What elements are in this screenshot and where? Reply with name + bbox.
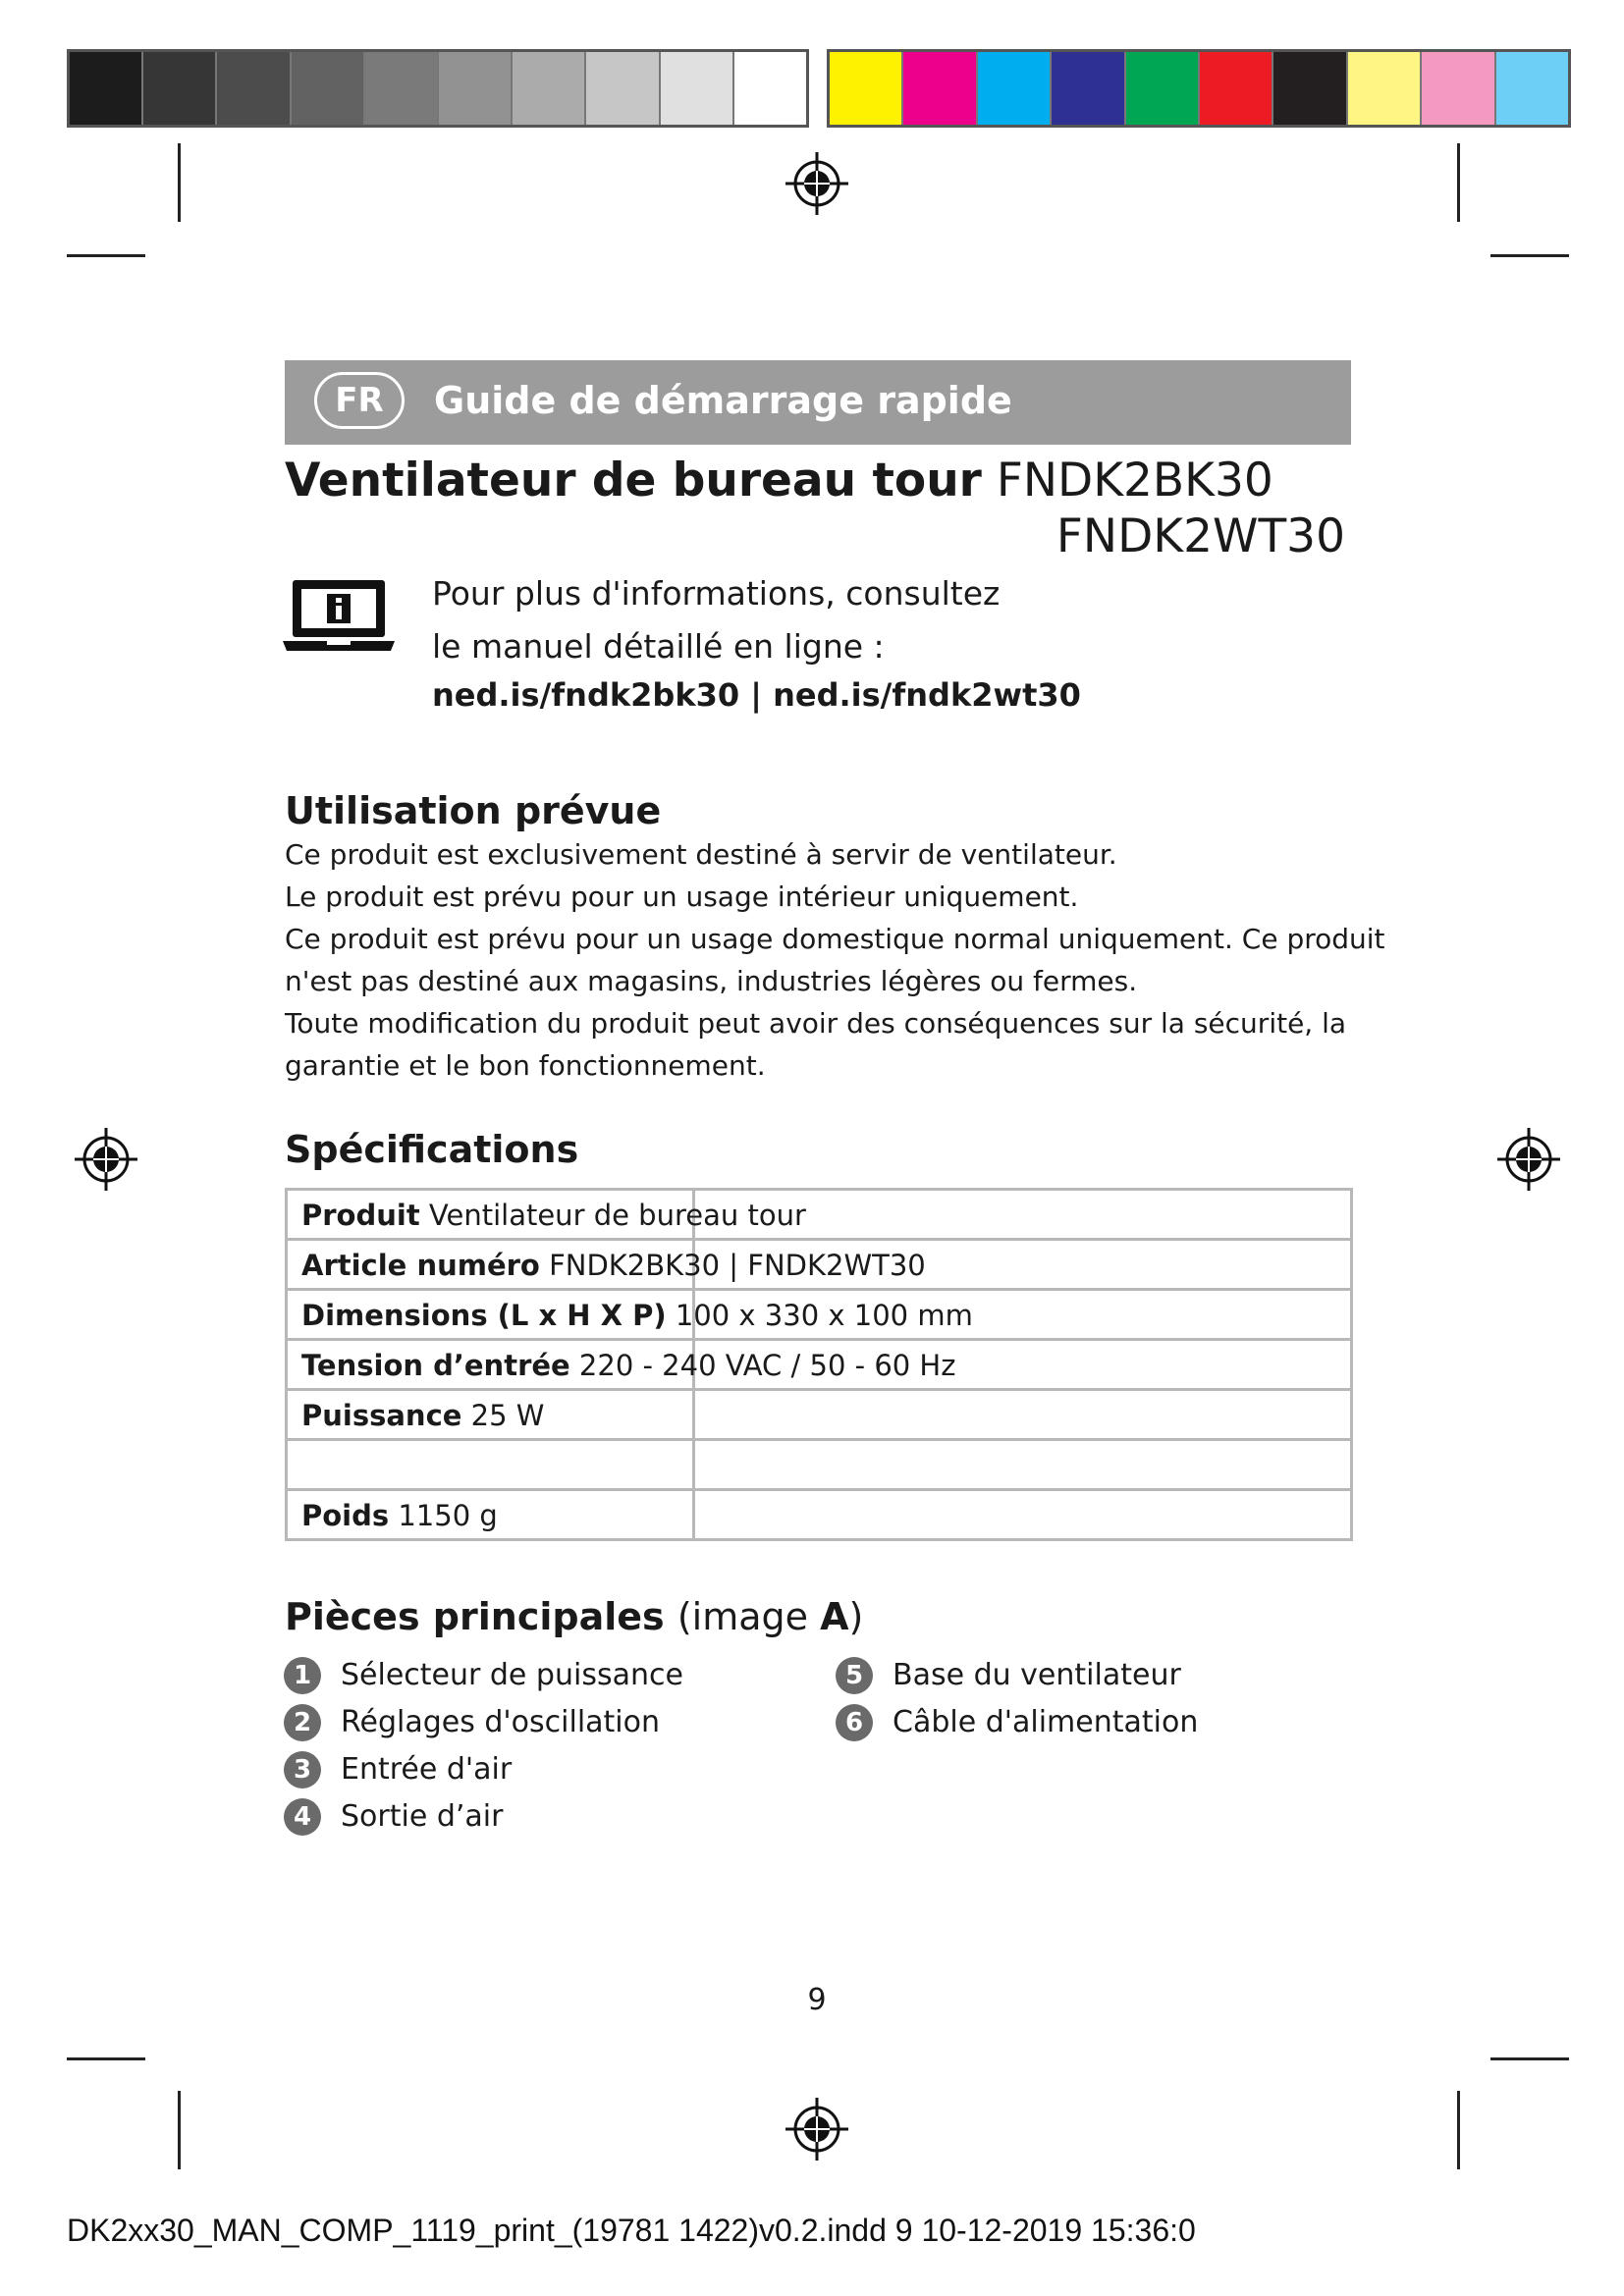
crop-mark: [67, 254, 145, 257]
colour-swatch: [143, 52, 217, 125]
process-colour-bar: [827, 49, 1571, 128]
parts-heading: Pièces principales: [285, 1595, 665, 1638]
info-text: le manuel détaillé en ligne :: [432, 627, 885, 666]
registration-mark-icon: [785, 152, 848, 215]
table-row: [287, 1390, 1352, 1440]
colour-swatch: [1348, 52, 1422, 125]
part-label: Sortie d’air: [341, 1799, 504, 1834]
section-heading: [285, 1593, 863, 1640]
colour-swatch: [586, 52, 660, 125]
model-number: FNDK2BK30: [996, 454, 1273, 507]
product-name: Ventilateur de bureau tour: [285, 454, 982, 507]
spec-value: 220 - 240 VAC / 50 - 60 Hz: [578, 1349, 956, 1382]
spec-table: [285, 1188, 1353, 1541]
grayscale-colour-bar: [67, 49, 809, 128]
number-badge: 3: [284, 1751, 321, 1789]
part-label: Câble d'alimentation: [893, 1705, 1199, 1739]
image-ref: (image A): [677, 1595, 864, 1638]
number-badge: 6: [836, 1704, 873, 1741]
colour-swatch: [734, 52, 806, 125]
colour-swatch: [1496, 52, 1568, 125]
colour-swatch: [365, 52, 439, 125]
model-number: FNDK2WT30: [1056, 509, 1345, 563]
colour-swatch: [70, 52, 143, 125]
table-row: [287, 1490, 1352, 1540]
colour-swatch: [1200, 52, 1273, 125]
crop-mark: [178, 143, 181, 222]
paragraph-line: Toute modification du produit peut avoir des conséquences sur la sécurité, la: [285, 1007, 1347, 1040]
manual-link[interactable]: ned.is/fndk2bk30 | ned.is/fndk2wt30: [432, 676, 1081, 714]
spec-label: Article numéro: [301, 1249, 540, 1282]
table-row: [287, 1290, 1352, 1340]
number-badge: 4: [284, 1798, 321, 1836]
header-band: [285, 360, 1351, 445]
spec-label: Tension d’entrée: [301, 1349, 570, 1382]
registration-mark-icon: [1497, 1128, 1560, 1191]
table-row: [287, 1190, 1352, 1240]
crop-mark: [1457, 143, 1460, 222]
table-row: [287, 1340, 1352, 1390]
number-badge: 1: [284, 1657, 321, 1694]
colour-swatch: [292, 52, 365, 125]
spec-label: Produit: [301, 1199, 420, 1232]
colour-swatch: [1052, 52, 1125, 125]
registration-mark-icon: [75, 1128, 137, 1191]
spec-label: Puissance: [301, 1399, 462, 1432]
colour-swatch: [439, 52, 513, 125]
spec-value: 100 x 330 x 100 mm: [675, 1299, 973, 1332]
crop-mark: [1457, 2091, 1460, 2169]
product-title: [285, 452, 1273, 510]
paragraph-line: Le produit est prévu pour un usage intérieur uniquement.: [285, 881, 1079, 913]
spec-value: 25 W: [470, 1399, 545, 1432]
paragraph-line: garantie et le bon fonctionnement.: [285, 1049, 766, 1082]
part-label: Entrée d'air: [341, 1752, 513, 1787]
colour-swatch: [978, 52, 1052, 125]
part-label: Réglages d'oscillation: [341, 1705, 661, 1739]
registration-mark-icon: [785, 2098, 848, 2161]
part-label: Base du ventilateur: [893, 1658, 1181, 1692]
laptop-info-icon: [283, 576, 395, 655]
section-heading: Spécifications: [285, 1128, 579, 1171]
guide-title: Guide de démarrage rapide: [434, 379, 1012, 422]
spec-value: Ventilateur de bureau tour: [428, 1199, 806, 1232]
paragraph-line: Ce produit est exclusivement destiné à servir de ventilateur.: [285, 838, 1117, 871]
paragraph-line: Ce produit est prévu pour un usage domestique normal uniquement. Ce produit: [285, 923, 1385, 955]
colour-swatch: [513, 52, 586, 125]
number-badge: 2: [284, 1704, 321, 1741]
number-badge: 5: [836, 1657, 873, 1694]
table-row: [287, 1240, 1352, 1290]
part-label: Sélecteur de puissance: [341, 1658, 683, 1692]
crop-mark: [67, 2057, 145, 2060]
section-heading: Utilisation prévue: [285, 789, 662, 832]
language-badge: FR: [314, 372, 405, 429]
page-number: 9: [807, 1983, 827, 2017]
intended-use-text: [285, 833, 1385, 1087]
colour-swatch: [217, 52, 291, 125]
info-text: Pour plus d'informations, consultez: [432, 574, 1001, 613]
crop-mark: [1490, 254, 1569, 257]
paragraph-line: n'est pas destiné aux magasins, industries légères ou fermes.: [285, 965, 1138, 997]
colour-swatch: [1126, 52, 1200, 125]
colour-swatch: [903, 52, 977, 125]
colour-swatch: [830, 52, 903, 125]
print-slug: DK2xx30_MAN_COMP_1119_print_(19781 1422)v0.2.indd 9 10-12-2019 15:36:0: [67, 2213, 1196, 2248]
crop-mark: [1490, 2057, 1569, 2060]
spec-label: Poids: [301, 1499, 390, 1532]
crop-mark: [178, 2091, 181, 2169]
colour-swatch: [661, 52, 734, 125]
table-row: [287, 1440, 1352, 1490]
colour-swatch: [1273, 52, 1347, 125]
colour-swatch: [1422, 52, 1495, 125]
spec-value: 1150 g: [398, 1499, 498, 1532]
spec-value: FNDK2BK30 | FNDK2WT30: [549, 1249, 926, 1282]
spec-label: Dimensions (L x H X P): [301, 1299, 667, 1332]
